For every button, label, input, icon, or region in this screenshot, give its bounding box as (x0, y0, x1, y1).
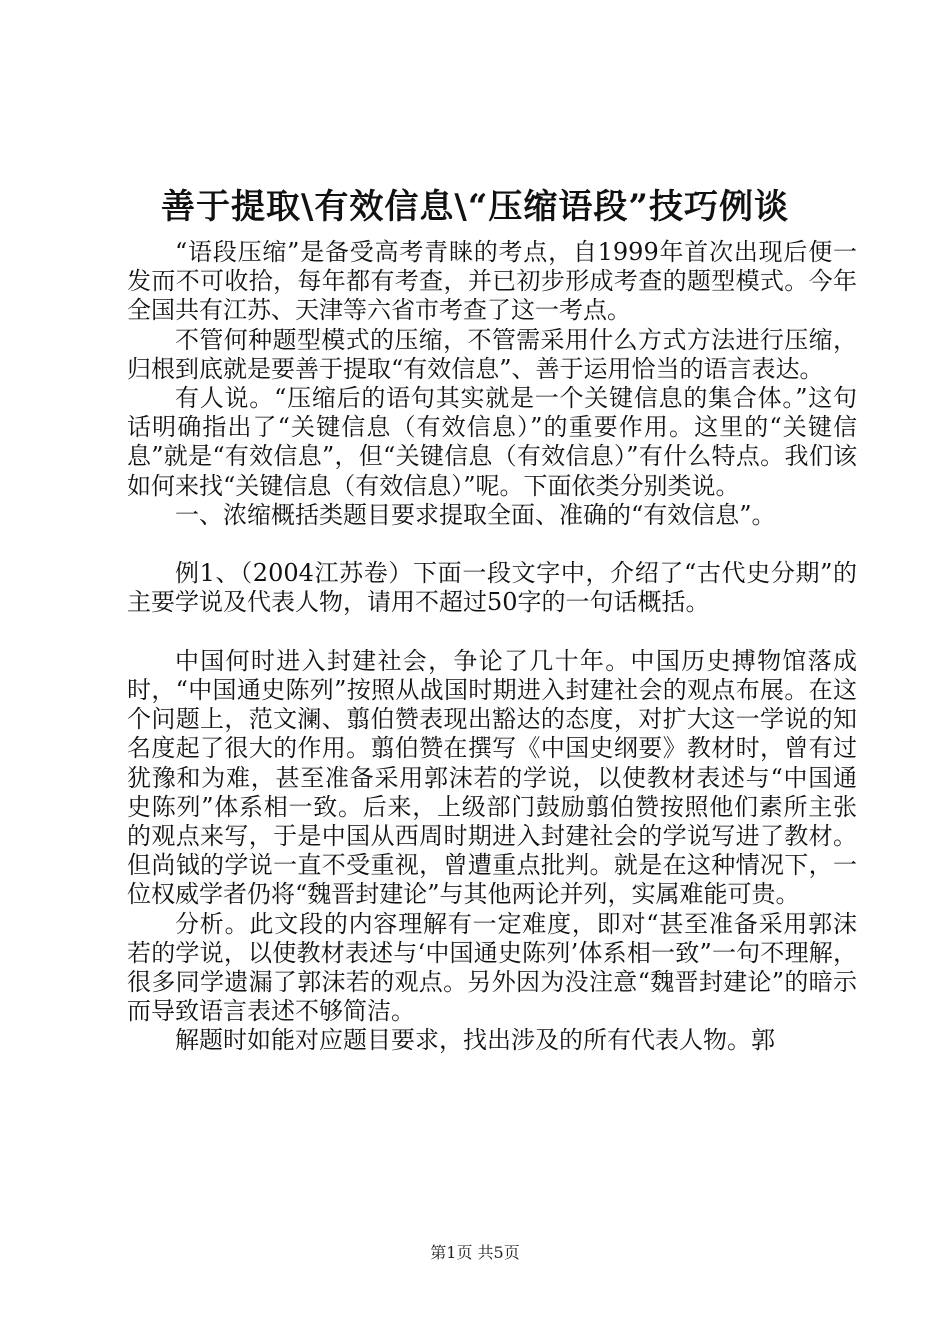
page-number-footer: 第1页 共5页 (430, 1243, 520, 1262)
paragraph-key-information: 有人说。“压缩后的语句其实就是一个关键信息的集合体。”这句话明确指出了“关键信息（有效信息）”的重要作用。这里的“关键信息”就是“有效信息”，但“关键信息（有效信息）”有什么特点。我们该如何来找“关键信息（有效信息）”呢。下面依类分别类说。 (127, 384, 857, 500)
analysis-paragraph: 分析。此文段的内容理解有一定难度，即对“甚至准备采用郭沫若的学说，以使教材表述与‘中国通史陈列’体系相一致”一句不理解，很多同学遗漏了郭沫若的观点。另外因为没注意“魏晋封建论”的暗示而导致语言表述不够简洁。 (127, 909, 857, 1026)
document-title: 善于提取\有效信息\“压缩语段”技巧例谈 (161, 187, 789, 227)
example-1-passage: 中国何时进入封建社会，争论了几十年。中国历史搏物馆落成时，“中国通史陈列”按照从战国时期进入封建社会的观点布展。在这个问题上，范文澜、翦伯赞表现出豁达的态度，对扩大这一学说的知名度起了很大的作用。翦伯赞在撰写《中国史纲要》教材时，曾有过犹豫和为难，甚至准备采用郭沫若的学说，以使教材表述与“中国通史陈列”体系相一致。后来，上级部门鼓励翦伯赞按照他们素所主张的观点来写，于是中国从西周时期进入封建社会的学说写进了教材。但尚钺的学说一直不受重视，曾遭重点批判。就是在这种情况下，一位权威学者仍将“魏晋封建论”与其他两论并列，实属难能可贵。 (127, 646, 857, 909)
document-body (127, 238, 857, 1056)
section-heading-1: 一、浓缩概括类题目要求提取全面、准确的“有效信息”。 (175, 500, 776, 529)
solution-paragraph: 解题时如能对应题目要求，找出涉及的所有代表人物。郭 (175, 1026, 775, 1055)
paragraph-intro: “语段压缩”是备受高考青睐的考点，自1999年首次出现后便一发而不可收拾，每年都有考查，并已初步形成考查的题型模式。今年全国共有江苏、天津等六省市考查了这一考点。 (127, 238, 857, 325)
example-1-question: 例1、（2004江苏卷）下面一段文字中，介绍了“古代史分期”的主要学说及代表人物，请用不超过50字的一句话概括。 (127, 559, 857, 617)
paragraph-compression-methods: 不管何种题型模式的压缩，不管需采用什么方式方法进行压缩，归根到底就是要善于提取“有效信息”、善于运用恰当的语言表达。 (127, 325, 857, 383)
